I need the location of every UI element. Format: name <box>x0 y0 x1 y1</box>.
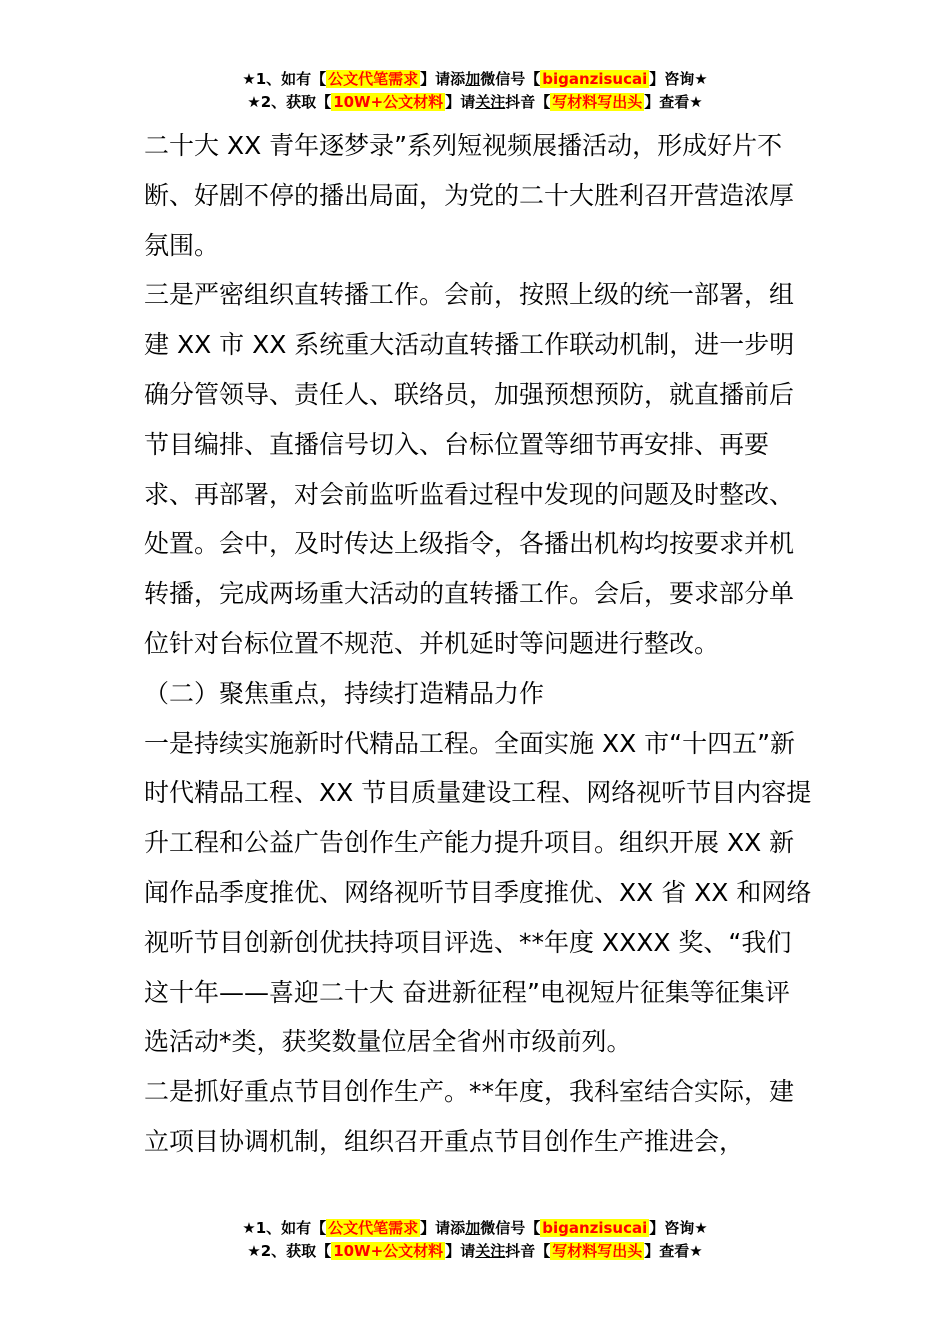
banner-text: ★1、如有【 <box>242 70 327 88</box>
banner-text: 抖音【 <box>505 93 551 111</box>
paragraph: 三是严密组织直转播工作。会前，按照上级的统一部署，组建 XX 市 XX 系统重大活动直转播工作联动机制，进一步明确分管领导、责任人、联络员，加强预想预防，就直播前后节目编排、直播信号切入、台标位置等细节再安排、再要求、再部署，对会前监听监看过程中发现的问题及时整改、处置。会中，及时传达上级指令，各播出机构均按要求并机转播，完成两场重大活动的直转播工作。会后，要求部分单位针对台标位置不规范、并机延时等问题进行整改。 <box>144 280 795 658</box>
banner-line-1 <box>0 1217 950 1240</box>
banner-text: ★2、获取【 <box>247 93 332 111</box>
paragraph: 二是抓好重点节目创作生产。**年度，我科室结合实际，建立项目协调机制，组织召开重点节目创作生产推进会， <box>144 1077 795 1156</box>
highlight-service: 公文代笔需求 <box>328 70 419 88</box>
banner-text: 】请 <box>445 93 476 111</box>
banner-text: 】查看★ <box>644 1242 703 1260</box>
paragraph: 二十大 XX 青年逐梦录”系列短视频展播活动，形成好片不断、好剧不停的播出局面，为党的二十大胜利召开营造浓厚氛围。 <box>144 131 795 260</box>
banner-text: 】咨询★ <box>649 1219 708 1237</box>
highlight-douyin-account: 写材料写出头 <box>552 1242 643 1260</box>
paragraph: 一是持续实施新时代精品工程。全面实施 XX 市“十四五”新时代精品工程、XX 节目质量建设工程、网络视听节目内容提升工程和公益广告创作生产能力提升项目。组织开展 XX 新闻作品季度推优、网络视听节目季度推优、XX 省 XX 和网络视听节目创新创优扶持项目评选、**年度 XXXX 奖、“我们这十年——喜迎二十大 奋进新征程”电视短片征集等征集评选活动*类，获奖数量位居全省州市级前列。 <box>144 728 812 1057</box>
highlight-wechat-id: biganzisucai <box>542 70 648 88</box>
highlight-wechat-id: biganzisucai <box>542 1219 648 1237</box>
banner-emphasis: 加 <box>465 70 481 88</box>
banner-text: 抖音【 <box>505 1242 551 1260</box>
document-body <box>144 121 814 1167</box>
banner-line-1 <box>0 68 950 91</box>
highlight-service: 公文代笔需求 <box>328 1219 419 1237</box>
banner-text: ★1、如有【 <box>242 1219 327 1237</box>
banner-line-2 <box>0 91 950 114</box>
banner-text: 】咨询★ <box>649 70 708 88</box>
banner-emphasis: 关注 <box>475 1242 506 1260</box>
banner-emphasis: 关注 <box>475 93 506 111</box>
highlight-douyin-account: 写材料写出头 <box>552 93 643 111</box>
banner-text: ★2、获取【 <box>247 1242 332 1260</box>
highlight-materials: 10W+公文材料 <box>333 93 444 111</box>
header-banner <box>0 68 950 114</box>
banner-text: 】查看★ <box>644 93 703 111</box>
banner-text: 微信号【 <box>480 70 541 88</box>
banner-line-2 <box>0 1240 950 1263</box>
section-heading: （二）聚焦重点，持续打造精品力作 <box>144 678 545 708</box>
banner-emphasis: 加 <box>465 1219 481 1237</box>
banner-text: 】请添 <box>420 1219 466 1237</box>
banner-text: 】请添 <box>420 70 466 88</box>
banner-text: 微信号【 <box>480 1219 541 1237</box>
banner-text: 】请 <box>445 1242 476 1260</box>
highlight-materials: 10W+公文材料 <box>333 1242 444 1260</box>
footer-banner <box>0 1217 950 1263</box>
